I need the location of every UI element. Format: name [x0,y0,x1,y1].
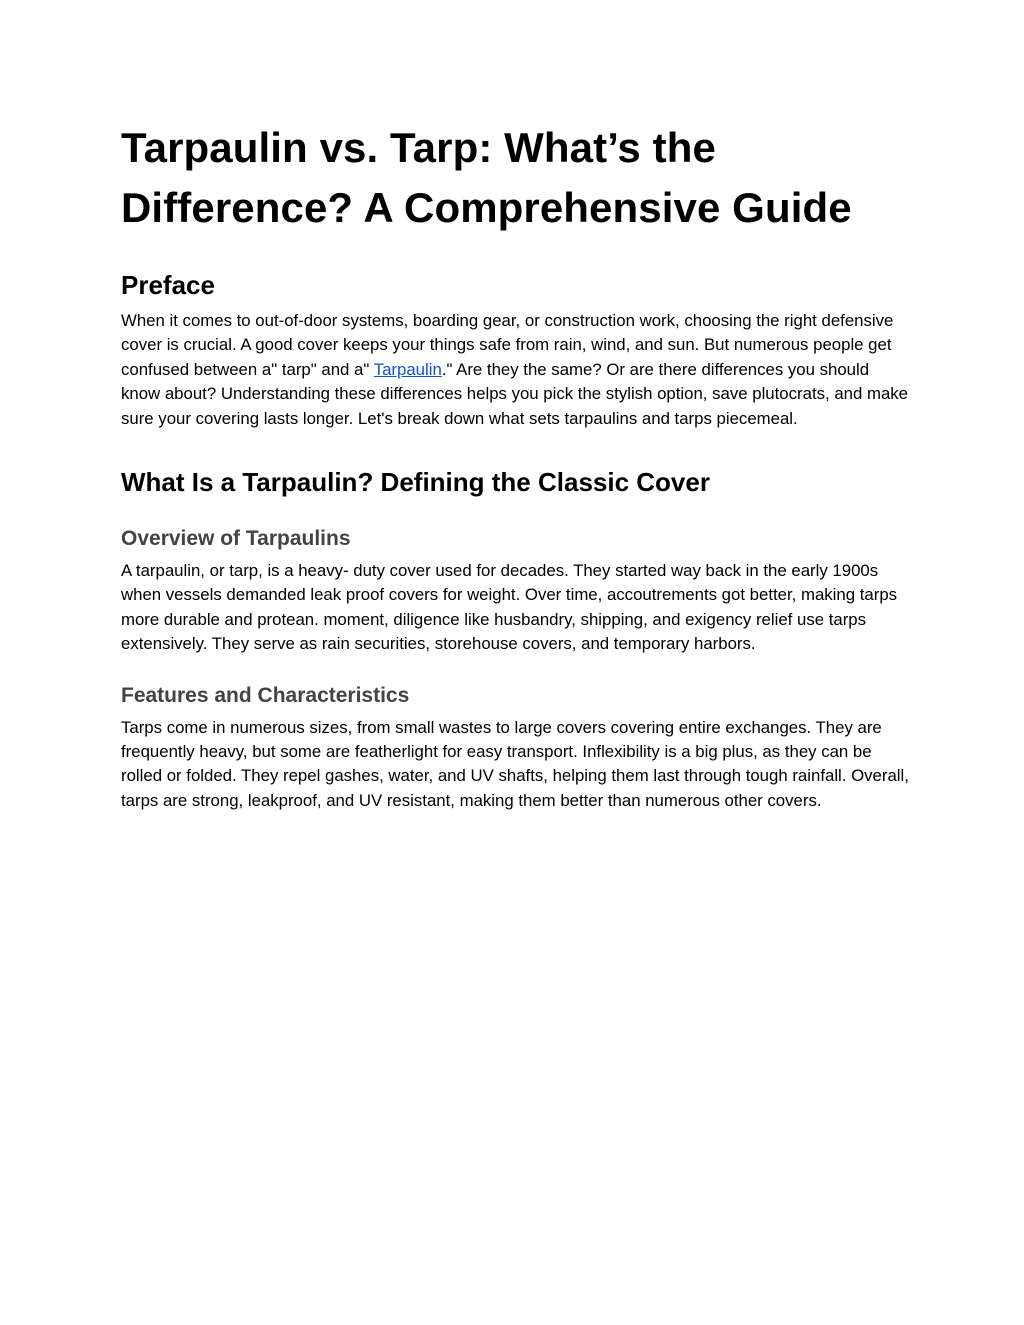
preface-heading: Preface [121,270,215,300]
features-heading: Features and Characteristics [121,683,410,707]
tarpaulin-link[interactable]: Tarpaulin [373,359,442,379]
overview-heading: Overview of Tarpaulins [121,527,351,551]
preface-paragraph [121,309,911,431]
what-is-tarpaulin-heading: What Is a Tarpaulin? Defining the Classic Cover [121,467,710,498]
preface-text-after-link: ." Are they the same? Or are there differences you should know about? Understanding these differences helps you pick the stylish option, save plutocrats, and make sure your covering lasts longer. Let's break down what sets tarpaulins and tarps piecemeal. [121,359,909,428]
document-title: Tarpaulin vs. Tarp: What’s the Difference? A Comprehensive Guide [121,124,852,231]
document-page [121,118,911,813]
features-paragraph: Tarps come in numerous sizes, from small wastes to large covers covering entire exchanges. They are frequently heavy, but some are featherlight for easy transport. Inflexibility is a big plus, as they can be rolled or folded. They repel gashes, water, and UV shafts, helping them last through tough rainfall. Overall, tarps are strong, leakproof, and UV resistant, making them better than numerous other covers. [121,717,909,810]
overview-paragraph: A tarpaulin, or tarp, is a heavy- duty cover used for decades. They started way back in the early 1900s when vessels demanded leak proof covers for weight. Over time, accoutrements got better, making tarps more durable and protean. moment, diligence like husbandry, shipping, and exigency relief use tarps extensively. They serve as rain securities, storehouse covers, and temporary harbors. [121,561,898,654]
preface-text-before-link: When it comes to out-of-door systems, boarding gear, or construction work, choosing the right defensive cover is crucial. A good cover keeps your things safe from rain, wind, and sun. But numerous people get confused between a" tarp" and a" [121,311,894,379]
